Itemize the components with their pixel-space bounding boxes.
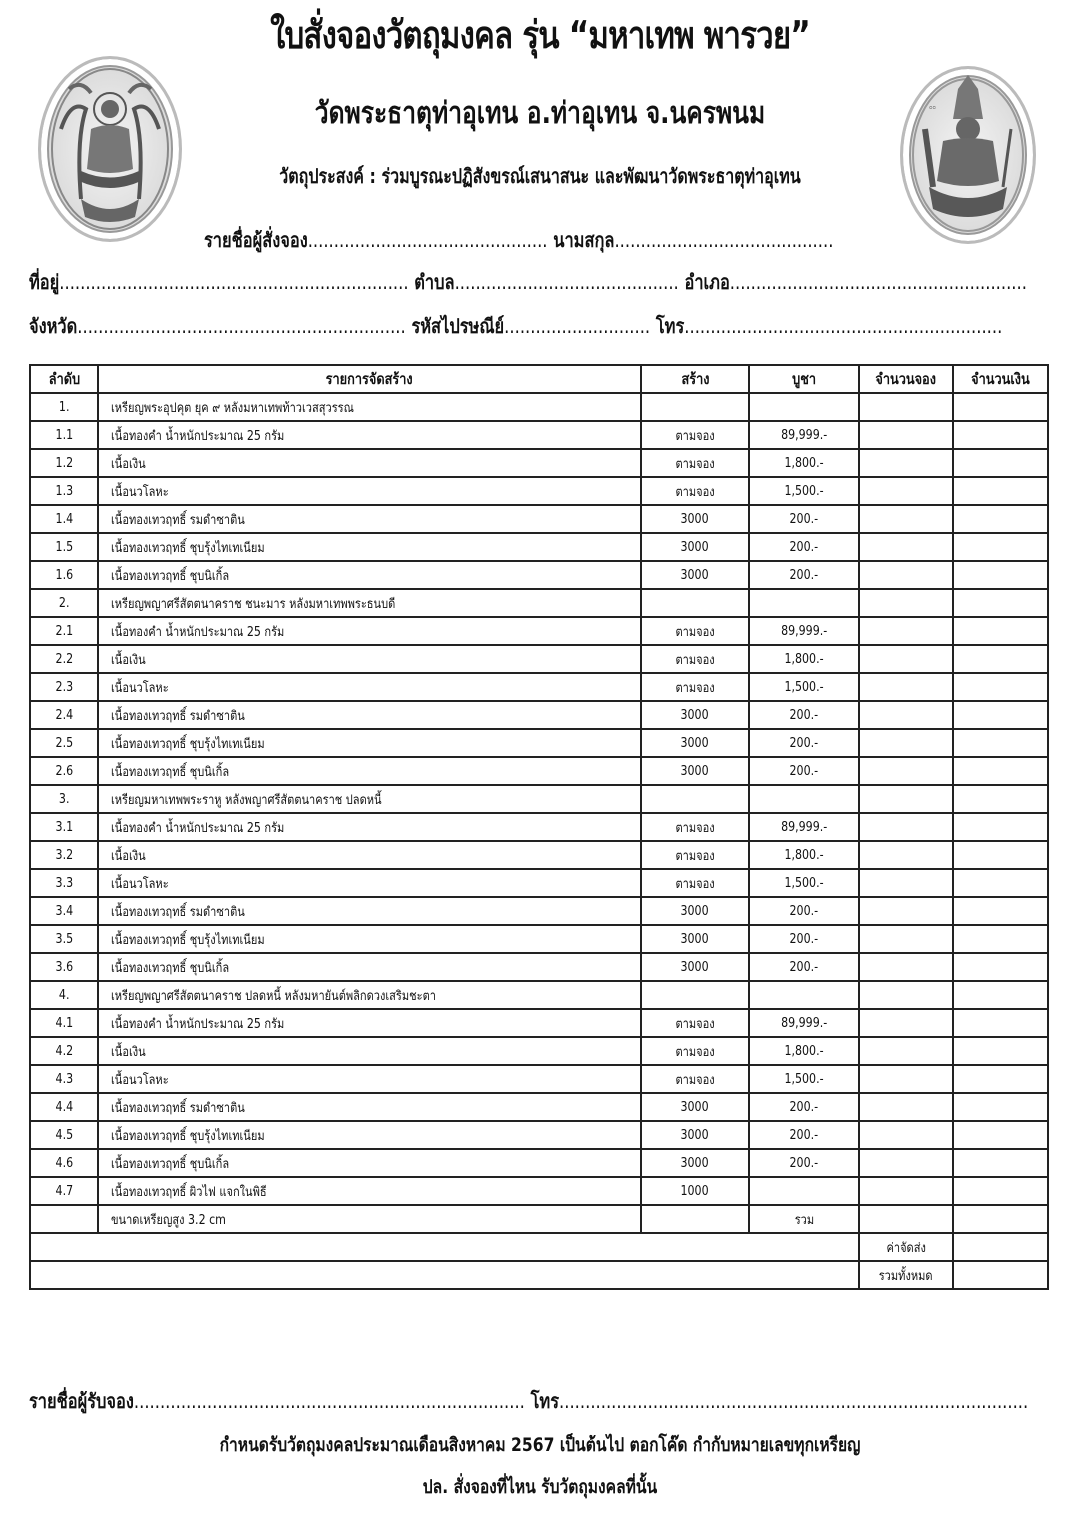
row-amount-field[interactable] [953,393,1048,421]
shipping-row [30,1233,1048,1261]
row-amount-field[interactable] [953,645,1048,673]
orderer-name-field[interactable]: .............................................. [307,228,548,252]
row-make: 3000 [641,1093,749,1121]
row-item: เนื้อทองเทวฤทธิ์ ชุบรุ้งไทเทเนียม [98,1121,641,1149]
table-row [30,1205,1048,1233]
row-no: 3.6 [30,953,98,981]
table-body [30,393,1048,1233]
row-price: 89,999.- [749,1009,859,1037]
row-no: 3.3 [30,869,98,897]
row-make: 3000 [641,1149,749,1177]
row-price: 1,800.- [749,841,859,869]
row-item: เนื้อทองเทวฤทธิ์ ชุบนิเกิ้ล [98,561,641,589]
row-item: เนื้อเงิน [98,645,641,673]
row-no: 2.2 [30,645,98,673]
orderer-name-label: รายชื่อผู้สั่งจอง [204,228,308,252]
row-no: 2.4 [30,701,98,729]
row-amount-field[interactable] [953,589,1048,617]
row-item: เนื้อนวโลหะ [98,673,641,701]
subdistrict-field[interactable]: ........................................... [454,270,679,294]
row-price: 200.- [749,505,859,533]
row-qty-field[interactable] [859,477,953,505]
row-amount-field[interactable] [953,421,1048,449]
row-price: 200.- [749,925,859,953]
row-amount-field[interactable] [953,813,1048,841]
row-qty-field[interactable] [859,953,953,981]
row-item: เหรียญพญาศรีสัตตนาคราช ชนะมาร หลังมหาเทพพระธนบดี [98,589,641,617]
row-no: 4.7 [30,1177,98,1205]
row-item: เนื้อทองเทวฤทธิ์ ชุบรุ้งไทเทเนียม [98,729,641,757]
row-qty-field[interactable] [859,1037,953,1065]
row-amount-field[interactable] [953,617,1048,645]
row-item: เนื้อทองเทวฤทธิ์ รมดำซาติน [98,701,641,729]
row-amount-field[interactable] [953,1205,1048,1233]
row-price: 89,999.- [749,813,859,841]
purpose-text: วัตถุประสงค์ : ร่วมบูรณะปฏิสังขรณ์เสนาสนะ และพัฒนาวัดพระธาตุท่าอุเทน [279,164,801,188]
row-no: 4.6 [30,1149,98,1177]
row-item: เนื้อเงิน [98,449,641,477]
table-header-row [30,365,1048,393]
row-qty-field[interactable] [859,589,953,617]
row-no: 1.1 [30,421,98,449]
row-qty-field[interactable] [859,841,953,869]
row-qty-field[interactable] [859,1093,953,1121]
row-no: 4.5 [30,1121,98,1149]
row-price [749,785,859,813]
table-row [30,1093,1048,1121]
row-make: 3000 [641,925,749,953]
row-make: ตามจอง [641,449,749,477]
row-item: เนื้อทองเทวฤทธิ์ ผิวไฟ แจกในพิธี [98,1177,641,1205]
row-make: 3000 [641,757,749,785]
row-make: ตามจอง [641,645,749,673]
row-no: 1.3 [30,477,98,505]
row-amount-field[interactable] [953,1149,1048,1177]
row-make: ตามจอง [641,617,749,645]
row-no: 3.2 [30,841,98,869]
grand-total-blank [30,1261,859,1289]
row-price: 89,999.- [749,617,859,645]
table-row [30,561,1048,589]
row-price: 200.- [749,533,859,561]
postcode-label: รหัสไปรษณีย์ [411,314,505,338]
row-item: เนื้อเงิน [98,1037,641,1065]
row-amount-field[interactable] [953,729,1048,757]
table-row [30,1149,1048,1177]
row-amount-field[interactable] [953,477,1048,505]
row-price: 200.- [749,701,859,729]
row-item: เนื้อทองเทวฤทธิ์ รมดำซาติน [98,1093,641,1121]
row-item: เนื้อเงิน [98,841,641,869]
district-label: อำเภอ [684,270,730,294]
surname-field[interactable]: .......................................... [614,228,834,252]
row-amount-field[interactable] [953,897,1048,925]
row-make: ตามจอง [641,869,749,897]
shipping-label: ค่าจัดส่ง [859,1233,953,1261]
header-make: สร้าง [641,365,749,393]
buddha-coin-icon [41,59,179,239]
row-no: 4.1 [30,1009,98,1037]
coin-image-left [38,56,182,242]
row-no: 2. [30,589,98,617]
row-no: 3. [30,785,98,813]
row-make: 3000 [641,953,749,981]
row-price [749,981,859,1009]
row-qty-field[interactable] [859,561,953,589]
row-item: เหรียญมหาเทพพระราหู หลังพญาศรีสัตตนาคราช ปลดหนี้ [98,785,641,813]
province-field[interactable]: ............................................................... [77,314,406,338]
table-row [30,477,1048,505]
row-item: เนื้อทองคำ น้ำหนักประมาณ 25 กรัม [98,617,641,645]
shipping-amount-field[interactable] [953,1233,1048,1261]
row-price: 1,500.- [749,673,859,701]
row-amount-field[interactable] [953,1037,1048,1065]
row-qty-field[interactable] [859,449,953,477]
row-qty-field[interactable] [859,701,953,729]
row-qty-field[interactable] [859,1121,953,1149]
temple-name: วัดพระธาตุท่าอุเทน อ.ท่าอุเทน จ.นครพนม [314,96,766,131]
province-row [29,310,1002,342]
receiver-field[interactable]: ........................................................................... [133,1389,525,1413]
row-qty-field[interactable] [859,729,953,757]
table-row [30,785,1048,813]
row-qty-field[interactable] [859,645,953,673]
row-no: 1.2 [30,449,98,477]
header-amount: จำนวนเงิน [953,365,1048,393]
row-amount-field[interactable] [953,701,1048,729]
row-amount-field[interactable] [953,1093,1048,1121]
row-price: รวม [749,1205,859,1233]
table-row [30,1037,1048,1065]
table-row [30,813,1048,841]
row-amount-field[interactable] [953,1121,1048,1149]
row-item: เนื้อทองคำ น้ำหนักประมาณ 25 กรัม [98,1009,641,1037]
table-row [30,1065,1048,1093]
row-no: 1.4 [30,505,98,533]
receiver-phone-label: โทร [530,1389,560,1413]
row-qty-field[interactable] [859,393,953,421]
table-row [30,645,1048,673]
row-amount-field[interactable] [953,533,1048,561]
row-make [641,393,749,421]
table-row [30,393,1048,421]
row-amount-field[interactable] [953,1177,1048,1205]
row-price: 200.- [749,1149,859,1177]
row-qty-field[interactable] [859,869,953,897]
shipping-blank [30,1233,859,1261]
row-item: เนื้อทองเทวฤทธิ์ ชุบนิเกิ้ล [98,953,641,981]
row-qty-field[interactable] [859,981,953,1009]
table-row [30,533,1048,561]
row-amount-field[interactable] [953,869,1048,897]
district-field[interactable]: ......................................................... [729,270,1027,294]
svg-text:ೲ: ೲ [929,102,937,112]
table-row [30,953,1048,981]
row-qty-field[interactable] [859,813,953,841]
grand-total-row [30,1261,1048,1289]
row-item: เนื้อทองเทวฤทธิ์ ชุบรุ้งไทเทเนียม [98,925,641,953]
row-price: 1,500.- [749,477,859,505]
coin-image-right [900,66,1036,244]
address-label: ที่อยู่ [29,270,60,294]
row-qty-field[interactable] [859,1009,953,1037]
header-no: ลำดับ [30,365,98,393]
row-make: 3000 [641,505,749,533]
row-qty-field[interactable] [859,785,953,813]
row-make: 3000 [641,897,749,925]
row-amount-field[interactable] [953,673,1048,701]
table-row [30,1177,1048,1205]
row-item: เนื้อนวโลหะ [98,1065,641,1093]
row-price [749,589,859,617]
row-make [641,589,749,617]
surname-label: นามสกุล [553,228,615,252]
order-table [29,364,1049,1290]
row-price: 1,500.- [749,869,859,897]
row-item: เนื้อทองคำ น้ำหนักประมาณ 25 กรัม [98,421,641,449]
row-item: ขนาดเหรียญสูง 3.2 cm [98,1205,641,1233]
row-make: ตามจอง [641,1009,749,1037]
table-row [30,589,1048,617]
row-qty-field[interactable] [859,1205,953,1233]
table-row [30,729,1048,757]
header-item: รายการจัดสร้าง [98,365,641,393]
row-make: ตามจอง [641,477,749,505]
row-qty-field[interactable] [859,757,953,785]
postcode-field[interactable]: ............................ [504,314,651,338]
row-item: เนื้อทองคำ น้ำหนักประมาณ 25 กรัม [98,813,641,841]
row-no: 2.3 [30,673,98,701]
row-price: 89,999.- [749,421,859,449]
row-make: 3000 [641,701,749,729]
row-amount-field[interactable] [953,757,1048,785]
row-no: 4.3 [30,1065,98,1093]
receiver-label: รายชื่อผู้รับจอง [29,1389,134,1413]
orderer-name-row [204,224,833,256]
row-amount-field[interactable] [953,1065,1048,1093]
table-row [30,925,1048,953]
row-price: 1,500.- [749,1065,859,1093]
province-label: จังหวัด [29,314,78,338]
subdistrict-label: ตำบล [414,270,455,294]
row-amount-field[interactable] [953,981,1048,1009]
row-no: 1. [30,393,98,421]
row-make: ตามจอง [641,421,749,449]
ps-note: ปล. สั่งจองที่ไหน รับวัตถุมงคลที่นั้น [422,1476,658,1498]
row-price: 1,800.- [749,645,859,673]
address-field[interactable]: ................................................................... [59,270,409,294]
header-qty: จำนวนจอง [859,365,953,393]
grand-total-label: รวมทั้งหมด [859,1261,953,1289]
row-make [641,785,749,813]
row-make: ตามจอง [641,1037,749,1065]
row-item: เหรียญพระอุปคุต ยุค ๙ หลังมหาเทพท้าวเวสสุวรรณ [98,393,641,421]
row-item: เนื้อนวโลหะ [98,477,641,505]
row-no: 2.5 [30,729,98,757]
row-price [749,1177,859,1205]
receiver-row [29,1385,1028,1417]
table-row [30,505,1048,533]
row-qty-field[interactable] [859,897,953,925]
row-amount-field[interactable] [953,925,1048,953]
row-price: 200.- [749,561,859,589]
table-row [30,869,1048,897]
table-row [30,841,1048,869]
row-price [749,393,859,421]
row-price: 200.- [749,1093,859,1121]
row-item: เนื้อนวโลหะ [98,869,641,897]
row-price: 1,800.- [749,449,859,477]
row-no: 2.6 [30,757,98,785]
table-row [30,1009,1048,1037]
row-amount-field[interactable] [953,1009,1048,1037]
row-price: 200.- [749,897,859,925]
table-row [30,449,1048,477]
row-amount-field[interactable] [953,561,1048,589]
table-row [30,421,1048,449]
row-make: 3000 [641,1121,749,1149]
row-qty-field[interactable] [859,617,953,645]
row-make: ตามจอง [641,1065,749,1093]
row-no: 4.4 [30,1093,98,1121]
receiver-phone-field[interactable]: .......................................................................................... [559,1389,1029,1413]
phone-label: โทร [655,314,685,338]
row-no: 4.2 [30,1037,98,1065]
row-make: ตามจอง [641,673,749,701]
table-row [30,981,1048,1009]
row-qty-field[interactable] [859,421,953,449]
row-price: 200.- [749,729,859,757]
row-qty-field[interactable] [859,505,953,533]
row-item: เนื้อทองเทวฤทธิ์ ชุบรุ้งไทเทเนียม [98,533,641,561]
form-title: ใบสั่งจองวัตถุมงคล รุ่น “มหาเทพ พารวย” [270,13,810,57]
row-amount-field[interactable] [953,785,1048,813]
row-price: 200.- [749,953,859,981]
grand-total-field[interactable] [953,1261,1048,1289]
phone-field[interactable]: ............................................................. [684,314,1003,338]
row-price: 200.- [749,1121,859,1149]
row-no: 3.4 [30,897,98,925]
row-amount-field[interactable] [953,841,1048,869]
row-qty-field[interactable] [859,673,953,701]
table-row [30,757,1048,785]
row-amount-field[interactable] [953,449,1048,477]
row-no: 3.1 [30,813,98,841]
row-no: 3.5 [30,925,98,953]
table-row [30,701,1048,729]
row-amount-field[interactable] [953,953,1048,981]
table-row [30,897,1048,925]
row-price: 200.- [749,757,859,785]
row-qty-field[interactable] [859,1065,953,1093]
row-qty-field[interactable] [859,1149,953,1177]
row-item: เนื้อทองเทวฤทธิ์ ชุบนิเกิ้ล [98,1149,641,1177]
row-price: 1,800.- [749,1037,859,1065]
row-make: 1000 [641,1177,749,1205]
row-qty-field[interactable] [859,1177,953,1205]
row-item: เนื้อทองเทวฤทธิ์ ชุบนิเกิ้ล [98,757,641,785]
row-make [641,981,749,1009]
address-row [29,266,1027,298]
table-row [30,673,1048,701]
row-item: เนื้อทองเทวฤทธิ์ รมดำซาติน [98,897,641,925]
row-no: 1.5 [30,533,98,561]
row-make: 3000 [641,729,749,757]
row-no: 2.1 [30,617,98,645]
pickup-note: กำหนดรับวัตถุมงคลประมาณเดือนสิงหาคม 2567 เป็นต้นไป ตอกโค๊ด กำกับหมายเลขทุกเหรียญ [219,1434,861,1456]
row-no: 4. [30,981,98,1009]
row-no: 1.6 [30,561,98,589]
table-row [30,617,1048,645]
row-make: ตามจอง [641,813,749,841]
row-item: เหรียญพญาศรีสัตตนาคราช ปลดหนี้ หลังมหายันต์พลิกดวงเสริมชะตา [98,981,641,1009]
row-make: 3000 [641,561,749,589]
header-price: บูชา [749,365,859,393]
row-make: ตามจอง [641,841,749,869]
row-make [641,1205,749,1233]
row-make: 3000 [641,533,749,561]
mahathep-coin-icon [903,69,1033,241]
row-amount-field[interactable] [953,505,1048,533]
table-row [30,1121,1048,1149]
row-item: เนื้อทองเทวฤทธิ์ รมดำซาติน [98,505,641,533]
row-no [30,1205,98,1233]
row-qty-field[interactable] [859,533,953,561]
row-qty-field[interactable] [859,925,953,953]
